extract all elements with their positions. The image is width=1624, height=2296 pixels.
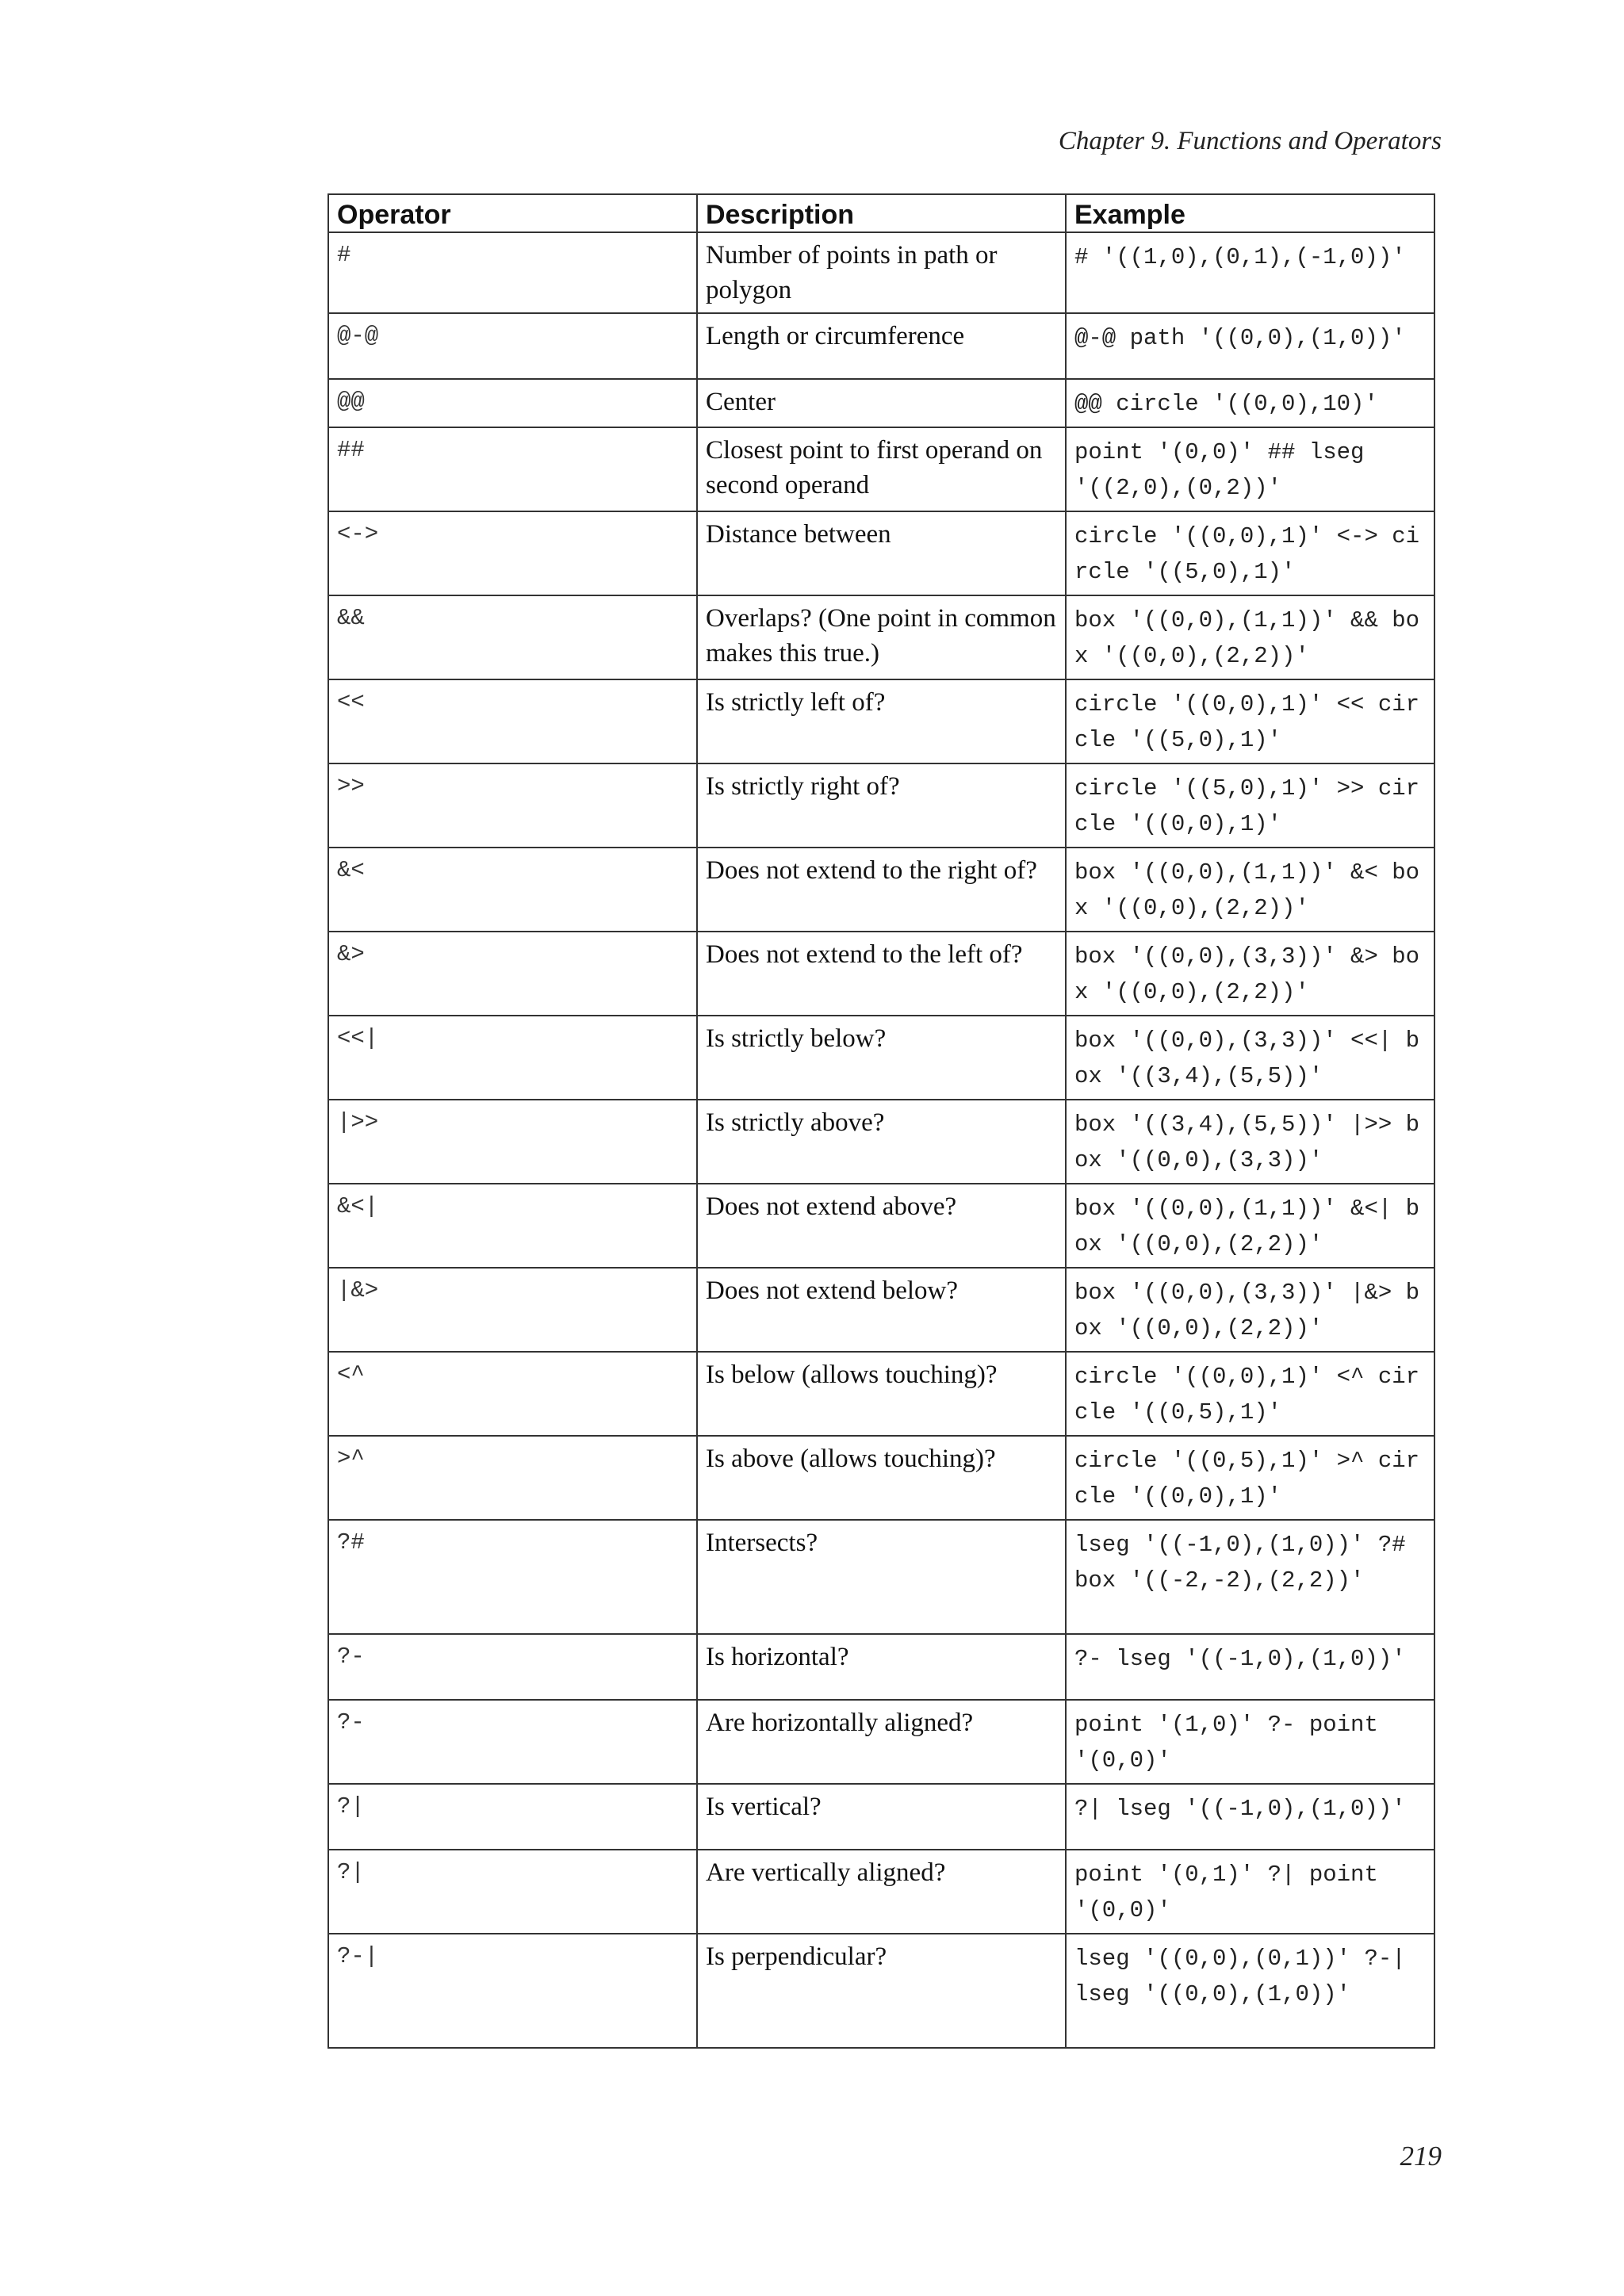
- operator-cell: |>>: [328, 1100, 697, 1184]
- operator-cell: <<: [328, 679, 697, 763]
- page-number: 219: [1400, 2141, 1442, 2172]
- operator-cell: &<|: [328, 1184, 697, 1268]
- operator-cell: ?|: [328, 1850, 697, 1934]
- table-row: [328, 1100, 1434, 1184]
- description-cell: Is above (allows touching)?: [697, 1436, 1066, 1520]
- example-cell: # '((1,0),(0,1),(-1,0))': [1066, 232, 1434, 313]
- table-row: [328, 379, 1434, 427]
- description-cell: Is vertical?: [697, 1784, 1066, 1850]
- operator-cell: >>: [328, 763, 697, 848]
- table-row: [328, 1520, 1434, 1634]
- example-cell: point '(0,0)' ## lseg '((2,0),(0,2))': [1066, 427, 1434, 511]
- operator-cell: ?-: [328, 1700, 697, 1784]
- description-cell: Are horizontally aligned?: [697, 1700, 1066, 1784]
- example-cell: box '((0,0),(1,1))' && box '((0,0),(2,2))': [1066, 595, 1434, 679]
- table-row: [328, 1436, 1434, 1520]
- example-cell: point '(0,1)' ?| point '(0,0)': [1066, 1850, 1434, 1934]
- table-row: [328, 1352, 1434, 1436]
- table-row: [328, 1268, 1434, 1352]
- description-cell: Is strictly right of?: [697, 763, 1066, 848]
- operator-cell: ?|: [328, 1784, 697, 1850]
- example-cell: box '((0,0),(3,3))' |&> box '((0,0),(2,2))': [1066, 1268, 1434, 1352]
- table-header-row: [328, 194, 1434, 232]
- operator-table: [327, 193, 1435, 2049]
- operator-cell: |&>: [328, 1268, 697, 1352]
- example-cell: ?| lseg '((-1,0),(1,0))': [1066, 1784, 1434, 1850]
- description-cell: Does not extend to the right of?: [697, 848, 1066, 932]
- table-row: [328, 679, 1434, 763]
- operator-cell: #: [328, 232, 697, 313]
- table-row: [328, 595, 1434, 679]
- example-cell: @-@ path '((0,0),(1,0))': [1066, 313, 1434, 379]
- operator-cell: ?-|: [328, 1934, 697, 2048]
- example-cell: @@ circle '((0,0),10)': [1066, 379, 1434, 427]
- example-cell: lseg '((0,0),(0,1))' ?-| lseg '((0,0),(1,0))': [1066, 1934, 1434, 2048]
- operator-cell: ?-: [328, 1634, 697, 1700]
- table-row: [328, 427, 1434, 511]
- table-row: [328, 511, 1434, 595]
- example-cell: lseg '((-1,0),(1,0))' ?# box '((-2,-2),(2,2))': [1066, 1520, 1434, 1634]
- description-cell: Is perpendicular?: [697, 1934, 1066, 2048]
- operator-cell: ?#: [328, 1520, 697, 1634]
- column-header-operator: Operator: [328, 194, 697, 232]
- table-row: [328, 932, 1434, 1016]
- table-row: [328, 1700, 1434, 1784]
- table-row: [328, 1850, 1434, 1934]
- table-row: [328, 1784, 1434, 1850]
- table-row: [328, 313, 1434, 379]
- example-cell: point '(1,0)' ?- point '(0,0)': [1066, 1700, 1434, 1784]
- description-cell: Is below (allows touching)?: [697, 1352, 1066, 1436]
- description-cell: Does not extend above?: [697, 1184, 1066, 1268]
- table-row: [328, 1634, 1434, 1700]
- table-row: [328, 232, 1434, 313]
- operator-cell: <^: [328, 1352, 697, 1436]
- description-cell: Does not extend to the left of?: [697, 932, 1066, 1016]
- description-cell: Distance between: [697, 511, 1066, 595]
- description-cell: Is strictly above?: [697, 1100, 1066, 1184]
- column-header-description: Description: [697, 194, 1066, 232]
- operator-cell: @@: [328, 379, 697, 427]
- column-header-example: Example: [1066, 194, 1434, 232]
- description-cell: Length or circumference: [697, 313, 1066, 379]
- operator-cell: >^: [328, 1436, 697, 1520]
- description-cell: Center: [697, 379, 1066, 427]
- operator-cell: <<|: [328, 1016, 697, 1100]
- table-row: [328, 1184, 1434, 1268]
- description-cell: Are vertically aligned?: [697, 1850, 1066, 1934]
- table-row: [328, 848, 1434, 932]
- operator-cell: ##: [328, 427, 697, 511]
- example-cell: ?- lseg '((-1,0),(1,0))': [1066, 1634, 1434, 1700]
- description-cell: Intersects?: [697, 1520, 1066, 1634]
- description-cell: Is strictly left of?: [697, 679, 1066, 763]
- example-cell: box '((0,0),(3,3))' &> box '((0,0),(2,2))': [1066, 932, 1434, 1016]
- example-cell: box '((0,0),(1,1))' &<| box '((0,0),(2,2))': [1066, 1184, 1434, 1268]
- table-row: [328, 763, 1434, 848]
- example-cell: circle '((0,0),1)' <-> circle '((5,0),1)': [1066, 511, 1434, 595]
- table-row: [328, 1934, 1434, 2048]
- example-cell: box '((3,4),(5,5))' |>> box '((0,0),(3,3))': [1066, 1100, 1434, 1184]
- operator-cell: <->: [328, 511, 697, 595]
- running-header: Chapter 9. Functions and Operators: [1058, 127, 1442, 155]
- operator-cell: &>: [328, 932, 697, 1016]
- operator-cell: &&: [328, 595, 697, 679]
- operator-cell: &<: [328, 848, 697, 932]
- description-cell: Is horizontal?: [697, 1634, 1066, 1700]
- table-row: [328, 1016, 1434, 1100]
- example-cell: box '((0,0),(3,3))' <<| box '((3,4),(5,5))': [1066, 1016, 1434, 1100]
- example-cell: circle '((0,5),1)' >^ circle '((0,0),1)': [1066, 1436, 1434, 1520]
- description-cell: Does not extend below?: [697, 1268, 1066, 1352]
- description-cell: Closest point to first operand on second operand: [697, 427, 1066, 511]
- example-cell: circle '((0,0),1)' << circle '((5,0),1)': [1066, 679, 1434, 763]
- example-cell: circle '((0,0),1)' <^ circle '((0,5),1)': [1066, 1352, 1434, 1436]
- operator-cell: @-@: [328, 313, 697, 379]
- example-cell: circle '((5,0),1)' >> circle '((0,0),1)': [1066, 763, 1434, 848]
- description-cell: Number of points in path or polygon: [697, 232, 1066, 313]
- description-cell: Overlaps? (One point in common makes this true.): [697, 595, 1066, 679]
- example-cell: box '((0,0),(1,1))' &< box '((0,0),(2,2))': [1066, 848, 1434, 932]
- description-cell: Is strictly below?: [697, 1016, 1066, 1100]
